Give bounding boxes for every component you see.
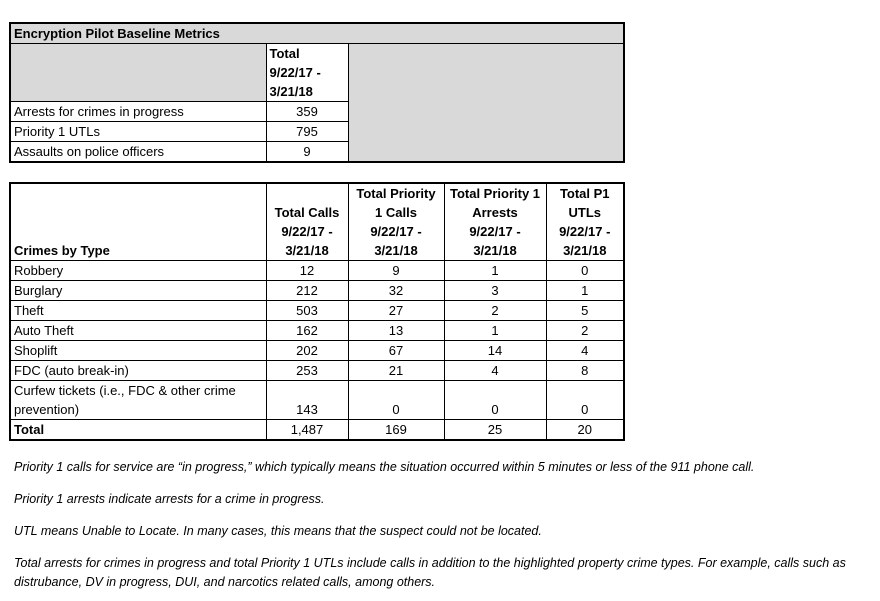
crime-p1-utls: 1 — [546, 281, 624, 301]
total-label: Total — [10, 420, 266, 441]
crime-p1-arrests: 1 — [444, 261, 546, 281]
baseline-title: Encryption Pilot Baseline Metrics — [10, 23, 624, 44]
crime-p1-utls: 2 — [546, 321, 624, 341]
table-row — [10, 361, 624, 381]
baseline-total-header: Total 9/22/17 - 3/21/18 — [266, 44, 348, 102]
crime-type: Curfew tickets (i.e., FDC & other crime prevention) — [10, 381, 266, 420]
table-row — [10, 301, 624, 321]
crime-type: Robbery — [10, 261, 266, 281]
crime-p1-calls: 9 — [348, 261, 444, 281]
crime-type: Burglary — [10, 281, 266, 301]
crime-p1-calls: 0 — [348, 381, 444, 420]
baseline-row-label: Priority 1 UTLs — [10, 122, 266, 142]
crime-calls: 143 — [266, 381, 348, 420]
table-row — [10, 281, 624, 301]
baseline-row-value: 359 — [266, 102, 348, 122]
crime-p1-calls: 67 — [348, 341, 444, 361]
crime-calls: 253 — [266, 361, 348, 381]
crime-p1-arrests: 3 — [444, 281, 546, 301]
crime-calls: 12 — [266, 261, 348, 281]
crime-p1-calls: 21 — [348, 361, 444, 381]
crime-calls: 162 — [266, 321, 348, 341]
note-utl-definition: UTL means Unable to Locate. In many cases, this means that the suspect could not be located. — [14, 524, 542, 538]
crimes-header-p1-utls: Total P1 UTLs 9/22/17 - 3/21/18 — [546, 183, 624, 261]
crime-calls: 503 — [266, 301, 348, 321]
crime-p1-arrests: 1 — [444, 321, 546, 341]
total-row — [10, 420, 624, 441]
crime-calls: 202 — [266, 341, 348, 361]
crime-type: Shoplift — [10, 341, 266, 361]
crime-p1-arrests: 4 — [444, 361, 546, 381]
baseline-row-value: 9 — [266, 142, 348, 163]
note-priority-1-calls: Priority 1 calls for service are “in progress,” which typically means the situation occurred within 5 minutes or less of the 911 phone call. — [14, 460, 755, 474]
baseline-row-label: Assaults on police officers — [10, 142, 266, 163]
baseline-header-blank — [10, 44, 266, 102]
crime-p1-calls: 32 — [348, 281, 444, 301]
note-totals-explanation: Total arrests for crimes in progress and total Priority 1 UTLs include calls in addition to the highlighted property crime types. For example, calls such as distrubance, DV in progress, DUI, and narcotics related calls, among others. — [14, 556, 846, 589]
baseline-row-label: Arrests for crimes in progress — [10, 102, 266, 122]
crime-type: Theft — [10, 301, 266, 321]
crime-p1-utls: 0 — [546, 261, 624, 281]
crimes-header-p1-arrests: Total Priority 1 Arrests 9/22/17 - 3/21/18 — [444, 183, 546, 261]
baseline-metrics-table — [9, 22, 625, 163]
crime-calls: 212 — [266, 281, 348, 301]
crimes-by-type-table — [9, 182, 625, 441]
crime-p1-calls: 13 — [348, 321, 444, 341]
crime-p1-utls: 4 — [546, 341, 624, 361]
crimes-header-calls: Total Calls 9/22/17 - 3/21/18 — [266, 183, 348, 261]
note-priority-1-arrests: Priority 1 arrests indicate arrests for a crime in progress. — [14, 492, 325, 506]
crime-p1-utls: 5 — [546, 301, 624, 321]
crime-type: Auto Theft — [10, 321, 266, 341]
crime-p1-utls: 8 — [546, 361, 624, 381]
baseline-gray-fill — [348, 44, 624, 163]
table-row — [10, 321, 624, 341]
crime-p1-arrests: 2 — [444, 301, 546, 321]
total-p1-utls: 20 — [546, 420, 624, 441]
total-calls: 1,487 — [266, 420, 348, 441]
crimes-header-type: Crimes by Type — [10, 183, 266, 261]
crime-p1-arrests: 14 — [444, 341, 546, 361]
crime-p1-utls: 0 — [546, 381, 624, 420]
crimes-header-row — [10, 183, 624, 261]
crime-type: FDC (auto break-in) — [10, 361, 266, 381]
crime-p1-arrests: 0 — [444, 381, 546, 420]
crime-p1-calls: 27 — [348, 301, 444, 321]
total-p1-arrests: 25 — [444, 420, 546, 441]
table-row — [10, 261, 624, 281]
table-row — [10, 381, 624, 420]
total-p1-calls: 169 — [348, 420, 444, 441]
table-row — [10, 341, 624, 361]
crimes-header-p1-calls: Total Priority 1 Calls 9/22/17 - 3/21/18 — [348, 183, 444, 261]
baseline-row-value: 795 — [266, 122, 348, 142]
